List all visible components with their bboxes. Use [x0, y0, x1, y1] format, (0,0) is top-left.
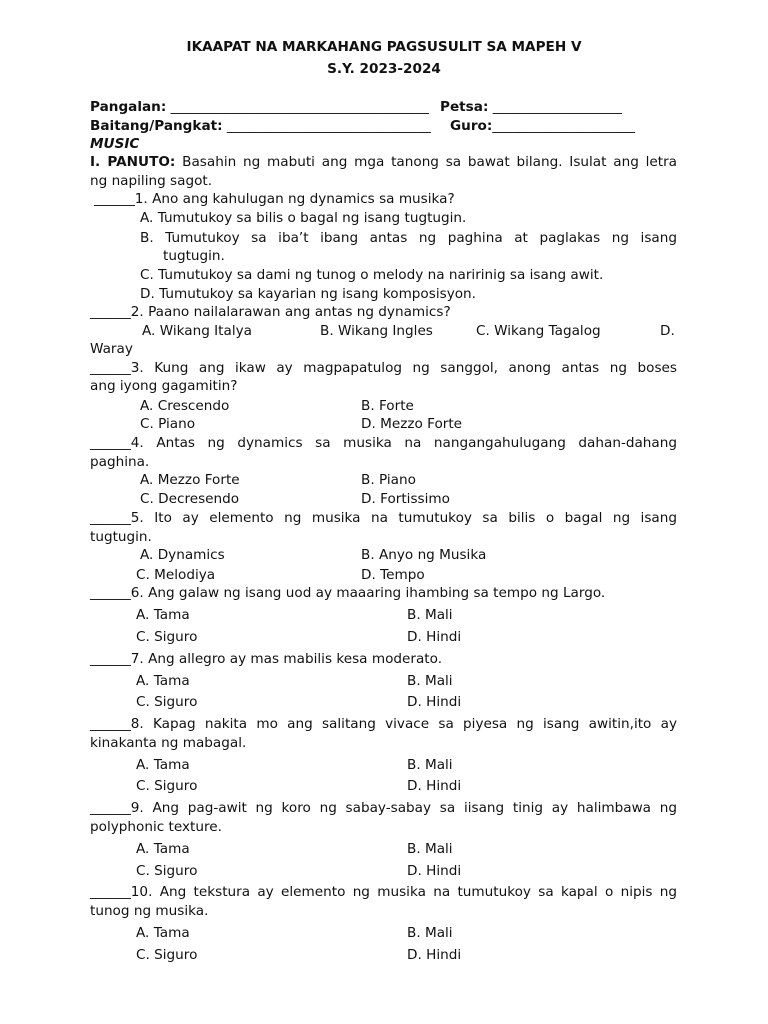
q8-stem-line2: kinakanta ng mabagal. — [90, 735, 247, 751]
directions-line2: ng napiling sagot. — [90, 173, 213, 189]
q2-option-c: C. Wikang Tagalog — [476, 323, 601, 339]
name-blank: ______________________________________ — [170, 99, 429, 115]
q5-option-a: A. Dynamics — [140, 547, 225, 563]
q2-option-d: D. — [660, 323, 675, 339]
q1-stem: ______1. Ano ang kahulugan ng dynamics sa musika? — [94, 191, 455, 207]
q2-option-a: A. Wikang Italya — [142, 323, 252, 339]
q10-stem-line1: ______10. Ang tekstura ay elemento ng musika na tumutukoy sa kapal o nipis ng — [90, 884, 677, 900]
section-title: MUSIC — [90, 136, 140, 152]
q6-option-c: C. Siguro — [136, 629, 198, 645]
teacher-blank: _____________________ — [492, 118, 636, 134]
directions-line1 — [90, 153, 677, 171]
q1-option-b-line2: tugtugin. — [163, 248, 225, 264]
q3-stem-line1: ______3. Kung ang ikaw ay magpapatulog ng sanggol, anong antas ng boses — [90, 360, 677, 376]
q10-stem-line2: tunog ng musika. — [90, 903, 209, 919]
q8-stem-line1: ______8. Kapag nakita mo ang salitang vivace sa piyesa ng isang awitin,ito ay — [90, 716, 677, 732]
q4-option-a: A. Mezzo Forte — [140, 472, 240, 488]
q9-option-a: A. Tama — [136, 841, 190, 857]
q3-option-c: C. Piano — [140, 416, 196, 432]
q1-option-a: A. Tumutukoy sa bilis o bagal ng isang tugtugin. — [140, 210, 467, 226]
q7-option-a: A. Tama — [136, 673, 190, 689]
teacher-field — [450, 117, 635, 135]
q6-stem: ______6. Ang galaw ng isang uod ay maaaring ihambing sa tempo ng Largo. — [90, 585, 606, 601]
q7-option-c: C. Siguro — [136, 694, 198, 710]
school-year: S.Y. 2023-2024 — [327, 61, 441, 77]
q3-option-d: D. Mezzo Forte — [361, 416, 463, 432]
q5-stem-line1: ______5. Ito ay elemento ng musika na tumutukoy sa bilis o bagal ng isang — [90, 510, 677, 526]
q5-option-d: D. Tempo — [361, 567, 425, 583]
q7-stem: ______7. Ang allegro ay mas mabilis kesa moderato. — [90, 651, 443, 667]
q10-option-b: B. Mali — [407, 925, 453, 941]
name-field — [90, 98, 429, 116]
q9-option-c: C. Siguro — [136, 863, 198, 879]
q8-option-b: B. Mali — [407, 757, 453, 773]
date-label: Petsa: — [440, 99, 489, 115]
q9-stem-line2: polyphonic texture. — [90, 819, 222, 835]
q2-option-d-cont: Waray — [90, 341, 133, 357]
q2-stem: ______2. Paano nailalarawan ang antas ng dynamics? — [90, 304, 451, 320]
q4-option-d: D. Fortissimo — [361, 491, 450, 507]
exam-title: IKAAPAT NA MARKAHANG PAGSUSULIT SA MAPEH V — [186, 39, 582, 55]
q3-option-b: B. Forte — [361, 398, 414, 414]
q8-option-a: A. Tama — [136, 757, 190, 773]
directions-text-1: Basahin ng mabuti ang mga tanong sa bawat bilang. Isulat ang letra — [182, 154, 677, 170]
q6-option-b: B. Mali — [407, 607, 453, 623]
q9-option-d: D. Hindi — [407, 863, 462, 879]
q5-option-b: B. Anyo ng Musika — [361, 547, 487, 563]
q5-option-c: C. Melodiya — [136, 567, 216, 583]
q6-option-a: A. Tama — [136, 607, 190, 623]
grade-label: Baitang/Pangkat: — [90, 118, 223, 134]
grade-blank: ______________________________ — [226, 118, 431, 134]
q5-stem-line2: tugtugin. — [90, 529, 152, 545]
q6-option-d: D. Hindi — [407, 629, 462, 645]
q4-stem-line2: paghina. — [90, 454, 150, 470]
q4-option-b: B. Piano — [361, 472, 416, 488]
date-blank: ___________________ — [492, 99, 622, 115]
q9-option-b: B. Mali — [407, 841, 453, 857]
name-label: Pangalan: — [90, 99, 167, 115]
q3-stem-line2: ang iyong gagamitin? — [90, 378, 238, 394]
q3-option-a: A. Crescendo — [140, 398, 230, 414]
q7-option-d: D. Hindi — [407, 694, 462, 710]
q10-option-a: A. Tama — [136, 925, 190, 941]
q8-option-c: C. Siguro — [136, 778, 198, 794]
q10-option-d: D. Hindi — [407, 947, 462, 963]
q1-option-d: D. Tumutukoy sa kayarian ng isang komposisyon. — [140, 286, 476, 302]
q4-stem-line1: ______4. Antas ng dynamics sa musika na nangangahulugang dahan-dahang — [90, 435, 677, 451]
q4-option-c: C. Decresendo — [140, 491, 240, 507]
grade-section-field — [90, 117, 431, 135]
teacher-label: Guro: — [450, 118, 493, 134]
q7-option-b: B. Mali — [407, 673, 453, 689]
directions-label: I. PANUTO: — [90, 154, 176, 170]
q2-option-b: B. Wikang Ingles — [320, 323, 433, 339]
date-field — [440, 98, 622, 116]
q8-option-d: D. Hindi — [407, 778, 462, 794]
q1-option-c: C. Tumutukoy sa dami ng tunog o melody na naririnig sa isang awit. — [140, 267, 604, 283]
q9-stem-line1: ______9. Ang pag-awit ng koro ng sabay-sabay sa iisang tinig ay halimbawa ng — [90, 800, 677, 816]
q10-option-c: C. Siguro — [136, 947, 198, 963]
q1-option-b-line1: B. Tumutukoy sa iba’t ibang antas ng paghina at paglakas ng isang — [140, 230, 677, 246]
